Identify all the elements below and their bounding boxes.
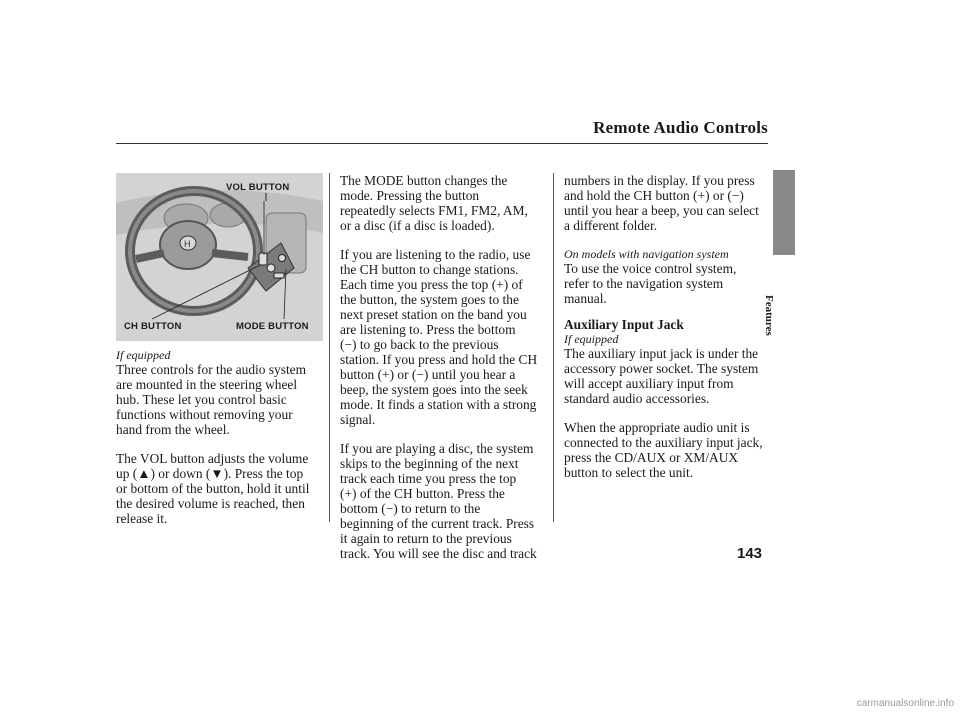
navigation-note: On models with navigation system xyxy=(564,247,729,261)
watermark: carmanualsonline.info xyxy=(856,698,954,709)
section-heading: Auxiliary Input Jack xyxy=(564,317,684,332)
column-1 xyxy=(116,348,326,526)
steering-wheel-figure xyxy=(116,173,323,341)
mode-button-label: MODE BUTTON xyxy=(236,321,309,332)
if-equipped-note: If equipped xyxy=(116,348,171,362)
page-title: Remote Audio Controls xyxy=(593,118,768,137)
paragraph: The MODE button changes the mode. Pressing the button repeatedly selects FM1, FM2, AM, or a disc (if a disc is loaded). xyxy=(340,173,528,233)
paragraph: The VOL button adjusts the volume up (▲) or down (▼). Press the top or bottom of the button, hold it until the desired volume is reached, then release it. xyxy=(116,451,310,526)
column-divider xyxy=(329,173,330,522)
vol-button-label: VOL BUTTON xyxy=(226,182,290,193)
column-2 xyxy=(340,173,552,561)
paragraph: If you are playing a disc, the system skips to the beginning of the next track each time you press the top (+) of the CH button. Press the bottom (−) to return to the beginning of the current track. Press it again to return to the previous track. You will see the disc and track xyxy=(340,441,537,561)
paragraph: The auxiliary input jack is under the accessory power socket. The system will accept auxiliary input from standard audio accessories. xyxy=(564,346,759,406)
paragraph: numbers in the display. If you press and hold the CH button (+) or (−) until you hear a beep, you can select a different folder. xyxy=(564,173,759,233)
steering-wheel-illustration xyxy=(116,173,323,341)
column-3 xyxy=(564,173,770,480)
svg-text:H: H xyxy=(184,239,191,249)
section-tab-marker xyxy=(773,170,795,255)
section-tab-label: Features xyxy=(763,295,775,336)
if-equipped-note: If equipped xyxy=(564,332,619,346)
paragraph: To use the voice control system, refer to the navigation system manual. xyxy=(564,261,737,306)
paragraph: Three controls for the audio system are mounted in the steering wheel hub. These let you control basic functions without removing your hand from the wheel. xyxy=(116,362,307,437)
paragraph: If you are listening to the radio, use the CH button to change stations. Each time you press the top (+) of the button, the system goes to the next preset station on the band you are listening to. Press the bottom (−) to go back to the previous station. If you press and hold the CH button (+) or (−) until you hear a beep, the system goes into the seek mode. It finds a station with a strong signal. xyxy=(340,247,538,427)
column-divider xyxy=(553,173,554,522)
page-number: 143 xyxy=(737,545,763,562)
header-rule xyxy=(116,143,768,144)
paragraph: When the appropriate audio unit is connected to the auxiliary input jack, press the CD/AUX or XM/AUX button to select the unit. xyxy=(564,420,763,480)
ch-button-label: CH BUTTON xyxy=(124,321,182,332)
